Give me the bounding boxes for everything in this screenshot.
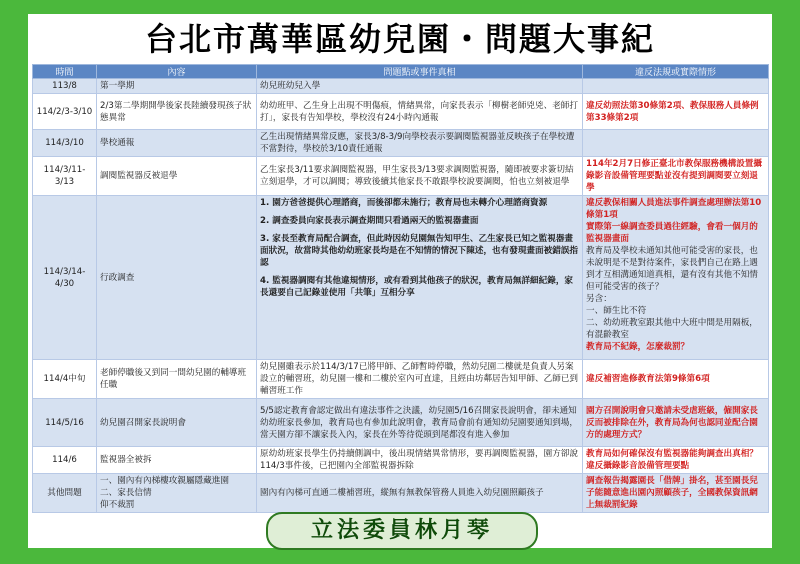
legislator-name-banner: 立法委員林月琴 <box>266 512 538 550</box>
row-content: 2/3第二學期開學後家長陸續發現孩子狀態異常 <box>97 94 257 130</box>
row-violation <box>583 196 769 360</box>
table-row <box>33 130 769 157</box>
row-facts: 園內有內梯可直通二樓補習班，縱無有無教保管務人員進入幼兒園照顧孩子 <box>257 474 583 513</box>
table-row <box>33 474 769 513</box>
document-frame <box>28 14 772 548</box>
row-violation <box>583 447 769 474</box>
row-content: 監視器全被拆 <box>97 447 257 474</box>
fact-item: 3. 家長至教育局配合調查，但此時因幼兒園無告知甲生、乙生家長已知之監視器畫面狀況，故當時其他幼幼班家長均是在不知情的情況下陳述，也有發現畫面被錯誤指認 <box>260 234 578 268</box>
row-time: 114/3/11-3/13 <box>33 157 97 196</box>
violation-item: 違反教保相關人員進法事件調查處理辦法第10條第1項 <box>586 198 762 220</box>
row-content: 行政調查 <box>97 196 257 360</box>
violation-item: 教育局及學校未通知其他可能受害的家長，也未說明是不是對待案件，家長們自己在路上遇到才互相溝通知道真相，還有沒有其他不知情但可能受害的孩子？ <box>586 246 758 292</box>
fact-item: 4. 監視器調閱有其他違規情形，或有看到其他孩子的狀況，教育局無詳細紀錄，家長還要自己記錄並使用「共筆」互相分享 <box>260 276 574 298</box>
violation-item: 實際第一線調查委員過往經驗，會看一個月的監視器畫面 <box>586 222 758 244</box>
row-facts: 5/5認定教育會認定做出有違法事件之決議，幼兒園5/16召開家長說明會，卻未通知幼幼班家長參加，教育局也有參加此說明會，教育局會前有通知幼兒園要通知到場，當天園方卻不讓家長入內，家長在外等待從頭到尾都沒有進入參加 <box>257 399 583 447</box>
table-row <box>33 157 769 196</box>
header-content: 內容 <box>97 65 257 79</box>
header-time: 時間 <box>33 65 97 79</box>
row-time: 114/6 <box>33 447 97 474</box>
table-row <box>33 196 769 360</box>
violation-item: 另含： <box>586 294 612 304</box>
table-row <box>33 79 769 94</box>
row-content: 調閱監視器反被退學 <box>97 157 257 196</box>
row-violation: 違反幼照法第30條第2項、教保服務人員條例第33條第2項 <box>583 94 769 130</box>
violation-item: 一、師生比不符 <box>586 306 647 316</box>
header-violation: 違反法規或實際情形 <box>583 65 769 79</box>
row-facts: 乙生家長3/11要求調閱監視器，甲生家長3/13要求調閱監視器，隨即被要求簽切結立刻退學，才可以調閱；導致後續其他家長不敢跟學校說要調閱，怕也立刻被退學 <box>257 157 583 196</box>
table-row <box>33 94 769 130</box>
violation-item: 教育局如何確保沒有監視器能夠調查出真相？ <box>586 449 758 459</box>
row-facts <box>257 196 583 360</box>
row-facts: 幼兒園雖表示於114/3/17已將甲師、乙師暫時停職，然幼兒園二樓就是負責人另案設立的輔習班，幼兒園一樓和二樓於室內可直達，且經由坊鄰居告知甲師、乙師已到輔習班工作 <box>257 360 583 399</box>
row-violation <box>583 130 769 157</box>
row-facts: 乙生出現情緒異常反應，家長3/8-3/9向學校表示要調閱監視器並反映孩子在學校遭不當對待，學校於3/10責任通報 <box>257 130 583 157</box>
row-violation: 114年2月7日修正臺北市教保服務機構設置攝錄影音設備管理要點並沒有提到調閱要立刻退學 <box>583 157 769 196</box>
row-facts: 幼兒班幼兒入學 <box>257 79 583 94</box>
row-violation <box>583 79 769 94</box>
row-time: 114/3/10 <box>33 130 97 157</box>
event-table <box>32 64 769 513</box>
row-time: 114/4中旬 <box>33 360 97 399</box>
row-violation: 調查報告揭露園長「借牌」掛名，甚至園長兒子能隨意進出園內照顧孩子，全國教保資訊網上無裁罰紀錄 <box>583 474 769 513</box>
row-facts: 原幼幼班家長學生仍持續側調中，後出現情緒異常情形，要再調閱監視器，園方卻說114/3事件後，已把園內全部監視器拆除 <box>257 447 583 474</box>
header-facts: 問題點或事件真相 <box>257 65 583 79</box>
table-row <box>33 360 769 399</box>
row-violation: 園方召開說明會只邀請未受虐班級，僱開家長反而被排除在外，教育局為何也認同並配合園方的處理方式？ <box>583 399 769 447</box>
row-content: 老師停職後又到同一間幼兒園的輔導班任職 <box>97 360 257 399</box>
table-row <box>33 399 769 447</box>
row-content: 第一學期 <box>97 79 257 94</box>
row-content: 學校通報 <box>97 130 257 157</box>
row-time: 114/3/14-4/30 <box>33 196 97 360</box>
row-time: 114/2/3-3/10 <box>33 94 97 130</box>
violation-item: 違反攝錄影音設備管理要點 <box>586 461 690 471</box>
violation-item: 二、幼幼班教室跟其他中大班中間是用隔板，有混齡教室 <box>586 318 758 340</box>
row-time: 113/8 <box>33 79 97 94</box>
row-facts: 幼幼班甲、乙生身上出現不明傷痕，情緒異常，向家長表示「柳樹老師兇兇、老師打打」，家長有告知學校，學校沒有24小時內通報 <box>257 94 583 130</box>
fact-item: 2. 調查委員向家長表示調查期間只看過兩天的監視器畫面 <box>260 216 479 226</box>
row-time: 114/5/16 <box>33 399 97 447</box>
page-title: 台北市萬華區幼兒園・問題大事紀 <box>144 20 655 58</box>
row-content: 一、園內有內梯樓攻親屬隱藏進園 二、家長信情 仰不裁罰 <box>97 474 257 513</box>
row-content: 幼兒園召開家長說明會 <box>97 399 257 447</box>
row-time: 其他問題 <box>33 474 97 513</box>
violation-item: 教育局不紀錄，怎麼裁罰？ <box>586 342 690 352</box>
table-header-row <box>33 65 769 79</box>
fact-item: 1. 園方爸爸提供心理諮商，而後卻都未施行；教育局也未轉介心理諮商資源 <box>260 198 548 208</box>
table-row <box>33 447 769 474</box>
row-violation: 違反補習進修教育法第9條第6項 <box>583 360 769 399</box>
